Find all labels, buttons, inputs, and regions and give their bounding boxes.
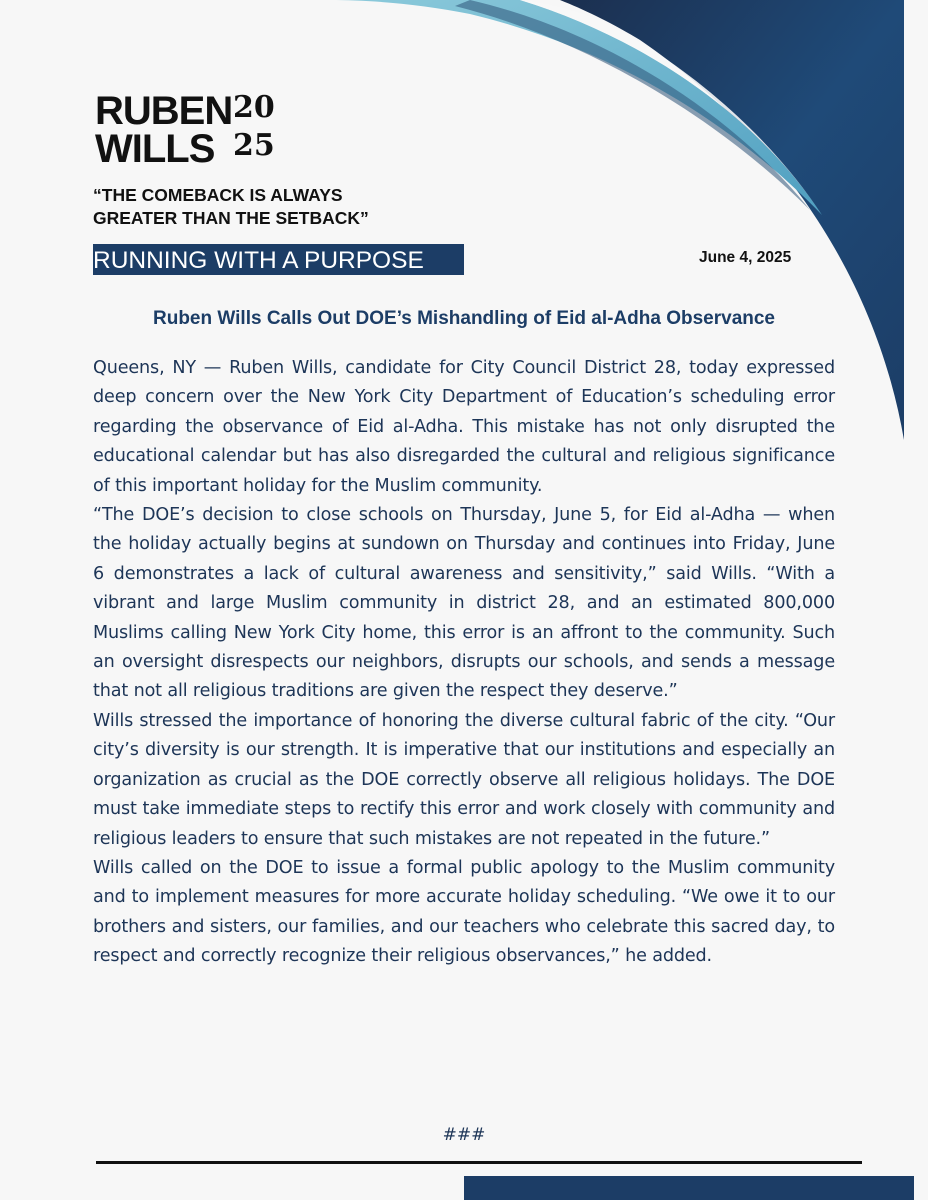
logo-first-name: RUBEN: [95, 89, 233, 133]
purpose-banner-text: RUNNING WITH A PURPOSE: [93, 247, 424, 274]
body-paragraph: Wills called on the DOE to issue a formal public apology to the Muslim community and to implement measures for more accurate holiday scheduling. “We owe it to our brothers and sisters, our families, and our teachers who celebrate this sacred day, to respect and correctly recognize their religious observances,” he added.: [93, 857, 835, 967]
body-paragraph: Wills stressed the importance of honoring the diverse cultural fabric of the city. “Our city’s diversity is our strength. It is imperative that our institutions and especially an organization as crucial as the DOE correctly observe all religious holidays. The DOE must take immediate steps to rectify this error and work closely with community and religious leaders to ensure that such mistakes are not repeated in the future.”: [93, 710, 835, 849]
campaign-slogan: “THE COMEBACK IS ALWAYS GREATER THAN THE SETBACK”: [93, 185, 369, 228]
release-date: June 4, 2025: [699, 249, 792, 266]
logo-year-top: 20: [233, 90, 275, 125]
body-paragraph: Queens, NY — Ruben Wills, candidate for City Council District 28, today expressed deep concern over the New York City Department of Education’s scheduling error regarding the observance of Eid al-Adha. This mistake has not only disrupted the educational calendar but has also disregarded the cultural and religious significance of this important holiday for the Muslim community.: [93, 358, 835, 496]
press-release-headline: Ruben Wills Calls Out DOE’s Mishandling of Eid al-Adha Observance: [153, 308, 775, 329]
campaign-logo: [95, 89, 295, 172]
logo-year-bottom: 25: [233, 128, 275, 163]
purpose-banner: [93, 244, 464, 275]
footer-color-bar: [464, 1176, 914, 1200]
logo-last-name: WILLS: [95, 127, 215, 171]
footer-divider: [96, 1161, 862, 1164]
end-marker: ###: [442, 1125, 486, 1145]
press-release-body: [93, 354, 835, 972]
body-paragraph: “The DOE’s decision to close schools on Thursday, June 5, for Eid al-Adha — when the holiday actually begins at sundown on Thursday and continues into Friday, June 6 demonstrates a lack of cultural awareness and sensitivity,” said Wills. “With a vibrant and large Muslim community in district 28, and an estimated 800,000 Muslims calling New York City home, this error is an affront to the community. Such an oversight disrespects our neighbors, disrupts our schools, and sends a message that not all religious traditions are given the respect they deserve.”: [93, 505, 835, 702]
